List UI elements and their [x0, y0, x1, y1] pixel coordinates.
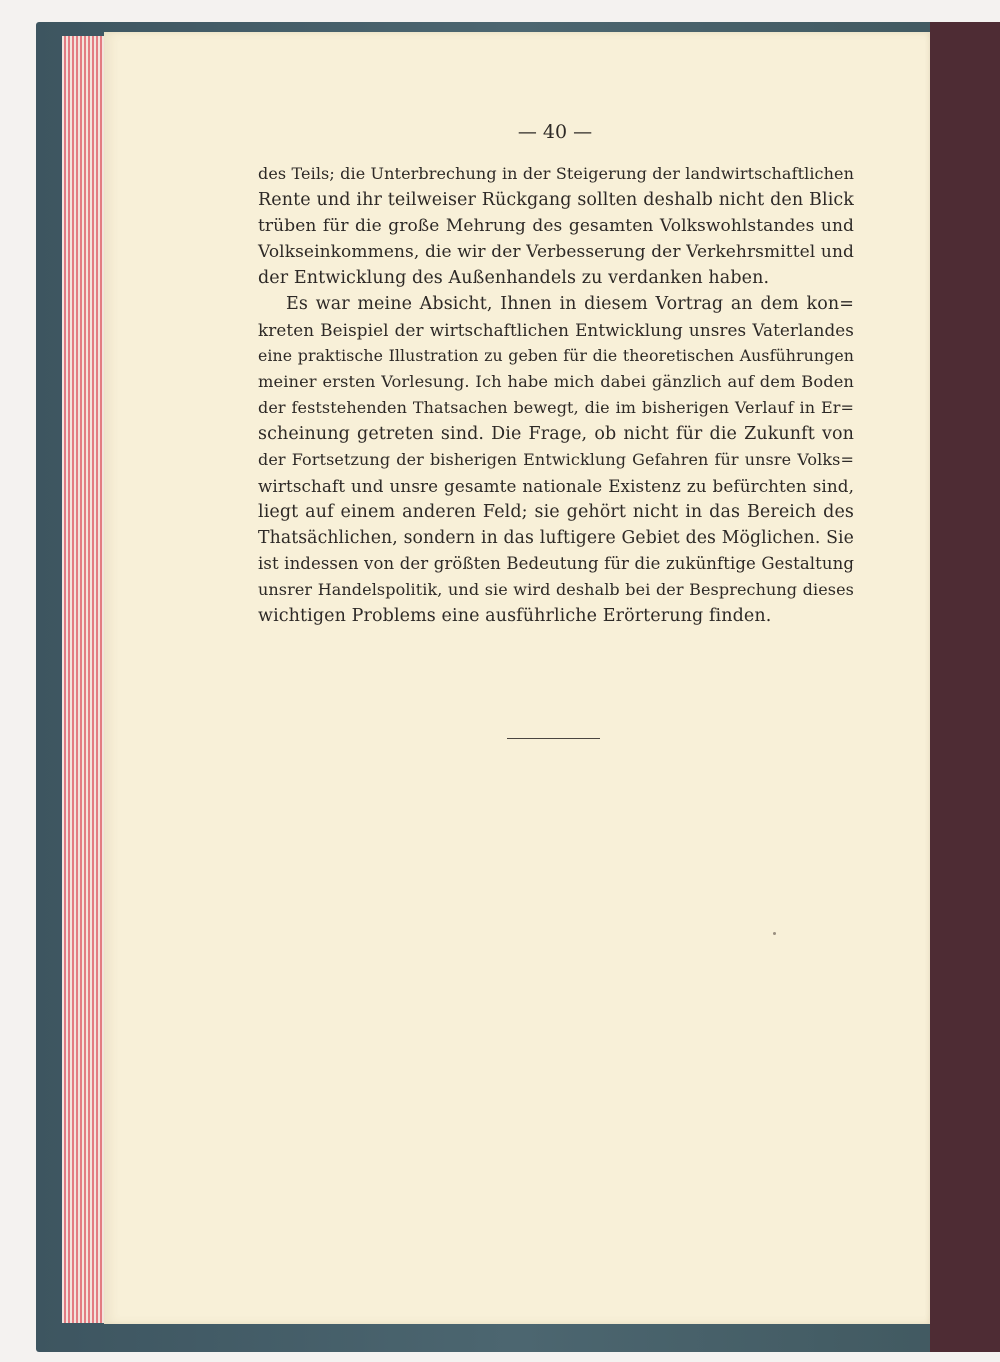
text-line: wirtschaft und unsre gesamte nationale Existenz zu befürchten sind,	[258, 476, 854, 496]
text-line: liegt auf einem anderen Feld; sie gehört nicht in das Bereich des	[258, 502, 854, 522]
text-line: eine praktische Illustration zu geben für die theoretischen Ausführungen	[258, 346, 854, 365]
text-line: meiner ersten Vorlesung. Ich habe mich dabei gänzlich auf dem Boden	[258, 372, 854, 391]
text-line: Thatsächlichen, sondern in das luftigere Gebiet des Möglichen. Sie	[258, 528, 854, 548]
text-line: scheinung getreten sind. Die Frage, ob nicht für die Zukunft von	[258, 424, 854, 444]
text-line: Volkseinkommens, die wir der Verbesserung der Verkehrsmittel und	[258, 242, 854, 262]
book-cover-right-edge	[930, 22, 1000, 1352]
text-line: der feststehenden Thatsachen bewegt, die im bisherigen Verlauf in Er=	[258, 398, 854, 417]
page-edges-red	[62, 36, 108, 1323]
text-line: trüben für die große Mehrung des gesamten Volkswohlstandes und	[258, 216, 854, 236]
text-line: kreten Beispiel der wirtschaftlichen Entwicklung unsres Vaterlandes	[258, 320, 854, 340]
text-line: Rente und ihr teilweiser Rückgang sollten deshalb nicht den Blick	[258, 190, 854, 210]
text-line: unsrer Handelspolitik, und sie wird deshalb bei der Besprechung dieses	[258, 580, 854, 599]
text-line: der Entwicklung des Außenhandels zu verdanken haben.	[258, 268, 770, 288]
page-number: — 40 —	[517, 121, 593, 143]
text-line: Es war meine Absicht, Ihnen in diesem Vortrag an dem kon=	[286, 294, 854, 314]
text-line: wichtigen Problems eine ausführliche Erörterung finden.	[258, 606, 772, 626]
paper-speck	[773, 932, 776, 935]
text-line: der Fortsetzung der bisherigen Entwicklung Gefahren für unsre Volks=	[258, 450, 854, 469]
section-end-rule	[507, 738, 600, 739]
text-line: ist indessen von der größten Bedeutung für die zukünftige Gestaltung	[258, 554, 854, 573]
text-line: des Teils; die Unterbrechung in der Steigerung der landwirtschaftlichen	[258, 164, 854, 183]
